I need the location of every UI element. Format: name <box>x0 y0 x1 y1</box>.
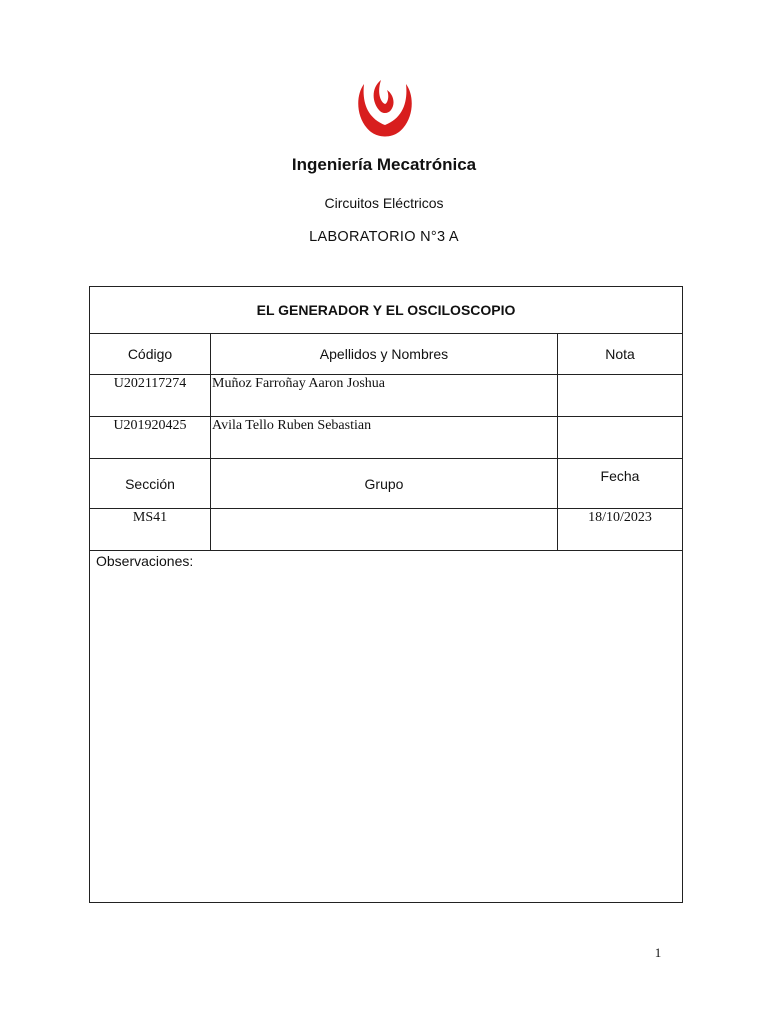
student-grade <box>558 375 683 417</box>
student-code: U201920425 <box>90 417 211 459</box>
course-name: Circuitos Eléctricos <box>324 195 444 211</box>
report-heading: EL GENERADOR Y EL OSCILOSCOPIO <box>90 287 683 334</box>
group-column-header: Grupo <box>211 459 558 509</box>
names-column-header: Apellidos y Nombres <box>211 334 558 375</box>
student-code: U202117274 <box>90 375 211 417</box>
date-column-header: Fecha <box>558 459 683 509</box>
section-values-row <box>90 509 683 551</box>
student-row <box>90 417 683 459</box>
lab-number: LABORATORIO N°3 A <box>309 229 459 245</box>
observations-label: Observaciones: <box>90 551 683 903</box>
student-name: Muñoz Farroñay Aaron Joshua <box>211 375 558 417</box>
grade-column-header: Nota <box>558 334 683 375</box>
group-value <box>211 509 558 551</box>
university-logo <box>357 80 413 142</box>
student-name: Avila Tello Ruben Sebastian <box>211 417 558 459</box>
page-number: 1 <box>654 945 662 960</box>
student-row <box>90 375 683 417</box>
heading-row <box>90 287 683 334</box>
observations-row <box>90 551 683 903</box>
section-value: MS41 <box>90 509 211 551</box>
career-title: Ingeniería Mecatrónica <box>291 155 477 174</box>
student-header-row <box>90 334 683 375</box>
logo-flame-inner <box>374 80 394 113</box>
code-column-header: Código <box>90 334 211 375</box>
date-value: 18/10/2023 <box>558 509 683 551</box>
student-grade <box>558 417 683 459</box>
section-column-header: Sección <box>90 459 211 509</box>
report-cover-table <box>89 286 683 903</box>
section-header-row <box>90 459 683 509</box>
